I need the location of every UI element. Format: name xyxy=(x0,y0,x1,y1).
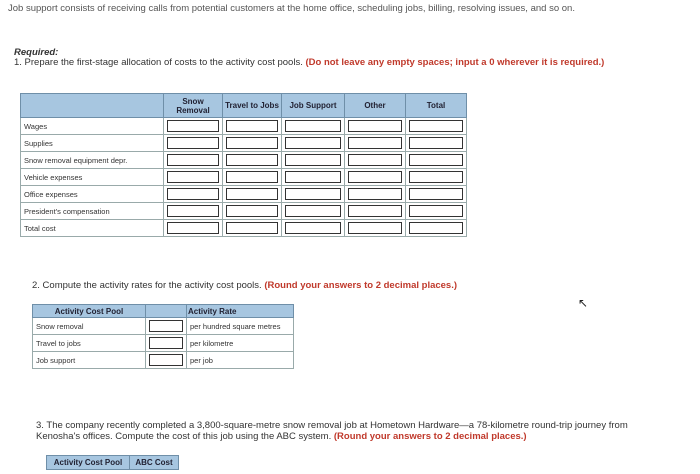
office-snow-input[interactable] xyxy=(164,186,223,203)
president-total-input[interactable] xyxy=(406,203,467,220)
table-row xyxy=(21,220,467,237)
row-label-president: President's compensation xyxy=(21,203,164,220)
wages-other-input[interactable] xyxy=(345,118,406,135)
table1-header-travel: Travel to Jobs xyxy=(223,94,282,118)
question-2-text: 2. Compute the activity rates for the activity cost pools. xyxy=(32,280,262,291)
cost-allocation-table xyxy=(20,93,467,237)
equip-travel-input[interactable] xyxy=(223,152,282,169)
question-1-note: (Do not leave any empty spaces; input a 0 wherever it is required.) xyxy=(305,57,605,68)
required-label: Required: xyxy=(14,47,59,58)
row-label-wages: Wages xyxy=(21,118,164,135)
table1-header-other: Other xyxy=(345,94,406,118)
vehicle-travel-input[interactable] xyxy=(223,169,282,186)
table1-header-blank xyxy=(21,94,164,118)
row-label-total: Total cost xyxy=(21,220,164,237)
rate-job-input[interactable] xyxy=(146,352,187,369)
supplies-travel-input[interactable] xyxy=(223,135,282,152)
vehicle-other-input[interactable] xyxy=(345,169,406,186)
table-row xyxy=(21,135,467,152)
question-2-note: (Round your answers to 2 decimal places.) xyxy=(264,280,458,291)
row-label-supplies: Supplies xyxy=(21,135,164,152)
equip-snow-input[interactable] xyxy=(164,152,223,169)
table-row xyxy=(21,152,467,169)
table3-header-abc-cost: ABC Cost xyxy=(130,456,179,470)
question-3-text: 3. The company recently completed a 3,800-square-metre snow removal job at Hometown Hardware—a 78-kilometre round-trip journey from Kenosha's offices. Compute the cost of this job using the ABC system. xyxy=(36,420,628,442)
office-other-input[interactable] xyxy=(345,186,406,203)
equip-job-input[interactable] xyxy=(282,152,345,169)
equip-other-input[interactable] xyxy=(345,152,406,169)
office-travel-input[interactable] xyxy=(223,186,282,203)
rate-travel-input[interactable] xyxy=(146,335,187,352)
rate-snow-input[interactable] xyxy=(146,318,187,335)
activity-rate-table xyxy=(32,304,294,369)
supplies-job-input[interactable] xyxy=(282,135,345,152)
row-label-equipment: Snow removal equipment depr. xyxy=(21,152,164,169)
total-other-input[interactable] xyxy=(345,220,406,237)
table-row xyxy=(33,318,294,335)
total-total-input[interactable] xyxy=(406,220,467,237)
table2-header-pool: Activity Cost Pool xyxy=(33,305,146,318)
total-snow-input[interactable] xyxy=(164,220,223,237)
table1-header-job-support: Job Support xyxy=(282,94,345,118)
office-job-input[interactable] xyxy=(282,186,345,203)
question-3-note: (Round your answers to 2 decimal places.) xyxy=(333,431,527,442)
question-2 xyxy=(32,280,592,291)
unit-job-support: per job xyxy=(187,352,294,369)
president-other-input[interactable] xyxy=(345,203,406,220)
wages-total-input[interactable] xyxy=(406,118,467,135)
supplies-snow-input[interactable] xyxy=(164,135,223,152)
equip-total-input[interactable] xyxy=(406,152,467,169)
pool-snow-removal: Snow removal xyxy=(33,318,146,335)
vehicle-total-input[interactable] xyxy=(406,169,467,186)
table-row xyxy=(21,169,467,186)
unit-travel: per kilometre xyxy=(187,335,294,352)
question-1-text: 1. Prepare the first-stage allocation of costs to the activity cost pools. xyxy=(14,57,303,68)
president-travel-input[interactable] xyxy=(223,203,282,220)
table3-header-pool: Activity Cost Pool xyxy=(47,456,130,470)
row-label-vehicle: Vehicle expenses xyxy=(21,169,164,186)
wages-snow-input[interactable] xyxy=(164,118,223,135)
table1-header-snow-removal: Snow Removal xyxy=(164,94,223,118)
total-travel-input[interactable] xyxy=(223,220,282,237)
pool-travel: Travel to jobs xyxy=(33,335,146,352)
question-1 xyxy=(14,57,614,68)
wages-travel-input[interactable] xyxy=(223,118,282,135)
unit-snow-removal: per hundred square metres xyxy=(187,318,294,335)
table-row xyxy=(33,335,294,352)
intro-text: Job support consists of receiving calls from potential customers at the home office, scheduling jobs, billing, resolving issues, and so on. xyxy=(8,3,575,14)
table1-header-total: Total xyxy=(406,94,467,118)
vehicle-snow-input[interactable] xyxy=(164,169,223,186)
president-job-input[interactable] xyxy=(282,203,345,220)
mouse-cursor-icon: ↖ xyxy=(578,296,589,310)
table-row xyxy=(21,118,467,135)
supplies-total-input[interactable] xyxy=(406,135,467,152)
table2-header-rate: Activity Rate xyxy=(187,305,294,318)
row-label-office: Office expenses xyxy=(21,186,164,203)
pool-job-support: Job support xyxy=(33,352,146,369)
table-row xyxy=(33,352,294,369)
table2-header-blank xyxy=(146,305,187,318)
question-3 xyxy=(36,420,636,442)
president-snow-input[interactable] xyxy=(164,203,223,220)
table-row xyxy=(21,203,467,220)
total-job-input[interactable] xyxy=(282,220,345,237)
abc-cost-table xyxy=(46,455,179,470)
supplies-other-input[interactable] xyxy=(345,135,406,152)
table-row xyxy=(21,186,467,203)
office-total-input[interactable] xyxy=(406,186,467,203)
vehicle-job-input[interactable] xyxy=(282,169,345,186)
wages-job-input[interactable] xyxy=(282,118,345,135)
